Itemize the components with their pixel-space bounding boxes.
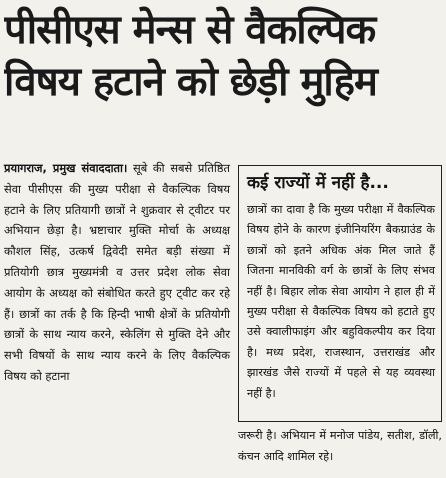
article-text: सूबे की सबसे प्रतिष्ठित सेवा पीसीएस की मुख्य परीक्षा से वैकल्पिक विषय हटाने के लिए प्रतियागी छात्रों ने शुक्रवार से ट्वीटर पर अभियान छेड़ा है। भ्रष्टाचार मुक्ति मोर्चा के अध्यक्ष कौशल सिंह, उत्कर्ष द्विवेदी समेत बड़ी संख्या में प्रतियोगी छात्र मुख्यमंत्री व उत्तर प्रदेश लोक सेवा आयोग के अध्यक्ष को संबोधित करते हुए ट्वीट कर रहे हैं। छात्रों का तर्क है कि हिन्दी भाषी क्षेत्रों के प्रतियोगी छात्रों के साथ न्याय करने, स्केलिंग से मुक्ति देने और सभी विषयों के साथ न्याय करने के लिए वैकल्पिक विषय को हटाना [4, 161, 231, 383]
article-body [4, 158, 230, 387]
headline-line-2: विषय हटाने को छेड़ी मुहिम [4, 59, 377, 105]
sidebar-box [238, 165, 442, 422]
sidebar-box-heading: कई राज्यों में नहीं है... [247, 173, 389, 193]
sidebar-box-text: छात्रों का दावा है कि मुख्य परीक्षा में वैकल्पिक विषय होने के कारण इंजीनियरिंग बैकग्राउंड के छात्रों को इतने अधिक अंक मिल जाते हैं जितना मानविकी वर्ग के छात्रों के लिए संभव नहीं है। बिहार लोक सेवा आयोग ने हाल ही में मुख्य परीक्षा से वैकल्पिक विषय को हटाते हुए उसे क्वालीफाइंग और बहुविकल्पीय कर दिया है। मध्य प्रदेश, राजस्थान, उत्तराखंड और झारखंड जैसे राज्यों में पहले से यह व्यवस्था नहीं है। [247, 203, 435, 400]
article-continuation: जरूरी है। अभियान में मनोज पांडेय, सतीश, डॉली, कंचन आदि शामिल रहे। [238, 429, 442, 463]
headline [4, 4, 442, 108]
headline-line-1: पीसीएस मेन्स से वैकल्पिक [4, 7, 376, 53]
dateline: प्रयागराज, प्रमुख संवाददाता। [4, 161, 128, 175]
